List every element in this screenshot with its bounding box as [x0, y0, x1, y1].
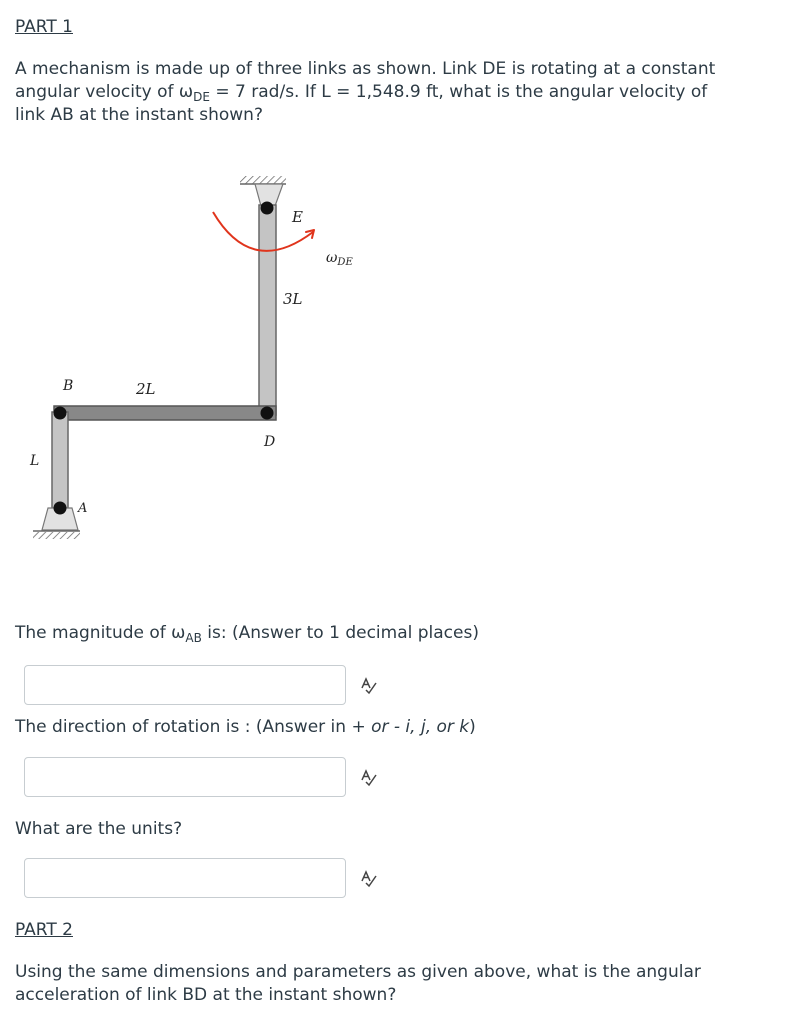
label-a: A: [78, 501, 88, 516]
label-d: D: [264, 434, 276, 450]
direction-answer-input[interactable]: [24, 757, 346, 797]
part2-heading: PART 2: [15, 920, 73, 940]
spell-check-icon[interactable]: [360, 870, 378, 888]
q3-label: What are the units?: [15, 819, 183, 839]
q2-signs: + or -: [351, 717, 401, 737]
link-de: [259, 205, 276, 415]
label-e: E: [292, 208, 303, 226]
ground-support-e: [240, 176, 286, 206]
pin-b: [54, 407, 67, 420]
q2-vectors: i, j, or k: [400, 717, 470, 737]
question-line2-rest: = 7 rad/s. If L = 1,548.9 ft, what is the angular velocity of: [210, 82, 708, 102]
q2-label: [15, 716, 476, 739]
label-l: L: [30, 453, 40, 469]
q1-prefix: The magnitude of ω: [15, 623, 186, 643]
pin-a: [54, 502, 67, 515]
label-2l: 2L: [136, 380, 156, 398]
spell-check-icon[interactable]: [360, 677, 378, 695]
part1-question-line3: link AB at the instant shown?: [15, 105, 263, 125]
q1-label: [15, 622, 479, 650]
link-ab: [52, 412, 68, 508]
pin-d: [261, 407, 274, 420]
omega-prefix-text: angular velocity of ω: [15, 82, 194, 102]
label-b: B: [63, 378, 74, 394]
part1-question-line1: A mechanism is made up of three links as shown. Link DE is rotating at a constant: [15, 59, 716, 79]
q2-suffix: ): [469, 717, 476, 737]
units-answer-input[interactable]: [24, 858, 346, 898]
label-omega-de: $\omega_{DE}$: [326, 250, 353, 268]
pin-e: [261, 202, 274, 215]
q2-prefix: The direction of rotation is : (Answer in: [15, 717, 352, 737]
omega-de-subscript: DE: [193, 90, 210, 104]
magnitude-answer-input[interactable]: [24, 665, 346, 705]
q1-subscript: AB: [185, 631, 202, 645]
link-bd: [54, 406, 276, 420]
spell-check-icon[interactable]: [360, 769, 378, 787]
part1-heading: PART 1: [15, 17, 73, 37]
q1-suffix: is: (Answer to 1 decimal places): [201, 623, 479, 643]
mechanism-diagram: [0, 160, 400, 560]
label-3l: 3L: [283, 290, 303, 308]
part2-question-line1: Using the same dimensions and parameters as given above, what is the angular: [15, 962, 701, 982]
part2-question-line2: acceleration of link BD at the instant shown?: [15, 985, 397, 1005]
